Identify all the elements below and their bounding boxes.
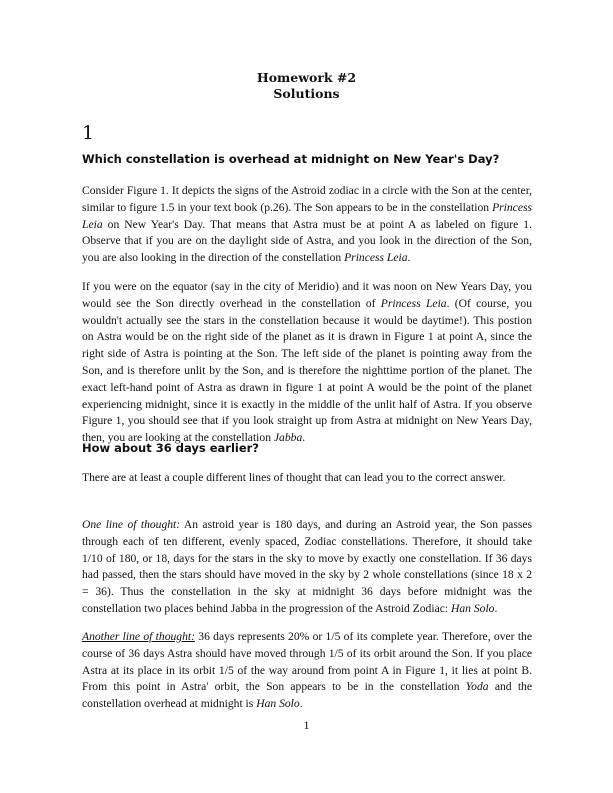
paragraph-5-text-b: and the constellation overhead at midnight is (82, 680, 532, 711)
period: . (494, 601, 498, 615)
paragraph-2 (82, 279, 532, 447)
title-block (0, 70, 613, 102)
constellation-name: Yoda (465, 680, 489, 694)
section-number: 1 (82, 122, 95, 144)
period: . (407, 251, 411, 265)
paragraph-1 (82, 183, 532, 267)
period: . (302, 431, 306, 445)
paragraph-4-text-a: An astroid year is 180 days, and during an Astroid year, the Son passes through each of ten different, evenly spaced, Zodiac constellations. Therefore, it should take 1/10 of 180, or 18, days for the stars in the sky to move by exactly one constellation. If 36 days had passed, then the stars should have moved in the sky by 2 whole constellations (since 18 x 2 = 36). Thus the constellation in the sky at midnight 36 days before midnight was the constellation two places behind Jabba in the progression of the Astroid Zodiac: (82, 518, 532, 615)
paragraph-5-text-a: 36 days represents 20% or 1/5 of its complete year. Therefore, over the course of 36 days Astra should have moved through 1/5 of its orbit around the Son. If you place Astra at its place in its orbit 1/5 of the way around from point A in Figure 1, it lies at point B. From this point in Astra' orbit, the Son appears to be in the constellation (82, 630, 532, 694)
paragraph-1-text-a: Consider Figure 1. It depicts the signs of the Astroid zodiac in a circle with the Son at the center, similar to figure 1.5 in your text book (p.26). The Son appears to be in the constellation (82, 184, 532, 214)
question-heading-2: How about 36 days earlier? (82, 441, 259, 455)
page-number: 1 (303, 718, 310, 732)
constellation-name: Princess Leia (344, 251, 408, 265)
question-heading-1: Which constellation is overhead at midnight on New Year's Day? (82, 152, 500, 166)
paragraph-1-text-b: on New Year's Day. That means that Astra must be at point A as labeled on figure 1. Observe that if you are on the daylight side of Astra, and you look in the direction of the Son, you are also looking in the direction of the constellation (82, 217, 532, 265)
paragraph-lead: One line of thought: (82, 518, 181, 531)
paragraph-3: There are at least a couple different lines of thought that can lead you to the correct answer. (82, 471, 506, 484)
period: . (299, 697, 303, 711)
paragraph-lead: Another line of thought: (82, 630, 195, 643)
constellation-name: Jabba (273, 431, 303, 445)
paragraph-4 (82, 517, 532, 618)
document-title: Homework #2 (256, 70, 357, 85)
document-subtitle: Solutions (273, 86, 340, 101)
constellation-name: Princess Leia (380, 296, 447, 310)
constellation-name: Princess Leia (82, 200, 532, 231)
paragraph-2-text-b: . (Of course, you wouldn't actually see the stars in the constellation because it would be daytime!). This postion on Astra would be on the right side of the planet as it is drawn in Figure 1 at point A, since the right side of Astra is pointing at the Son. The left side of the planet is pointing away from the Son, and is therefore unlit by the Son, and is therefore the nighttime portion of the planet. The exact left-hand point of Astra as drawn in figure 1 at point A would be the point of the planet experiencing midnight, since it is exactly in the middle of the unlit half of Astra. If you observe Figure 1, you should see that if you look straight up from Astra at midnight on New Years Day, then, you are looking at the constellation (82, 296, 532, 445)
constellation-name: Han Solo (256, 697, 300, 711)
constellation-name: Han Solo (450, 601, 495, 615)
paragraph-5 (82, 629, 532, 713)
paragraph-2-text-a: If you were on the equator (say in the city of Meridio) and it was noon on New Years Day, you would see the Son directly overhead in the constellation of (82, 280, 532, 310)
